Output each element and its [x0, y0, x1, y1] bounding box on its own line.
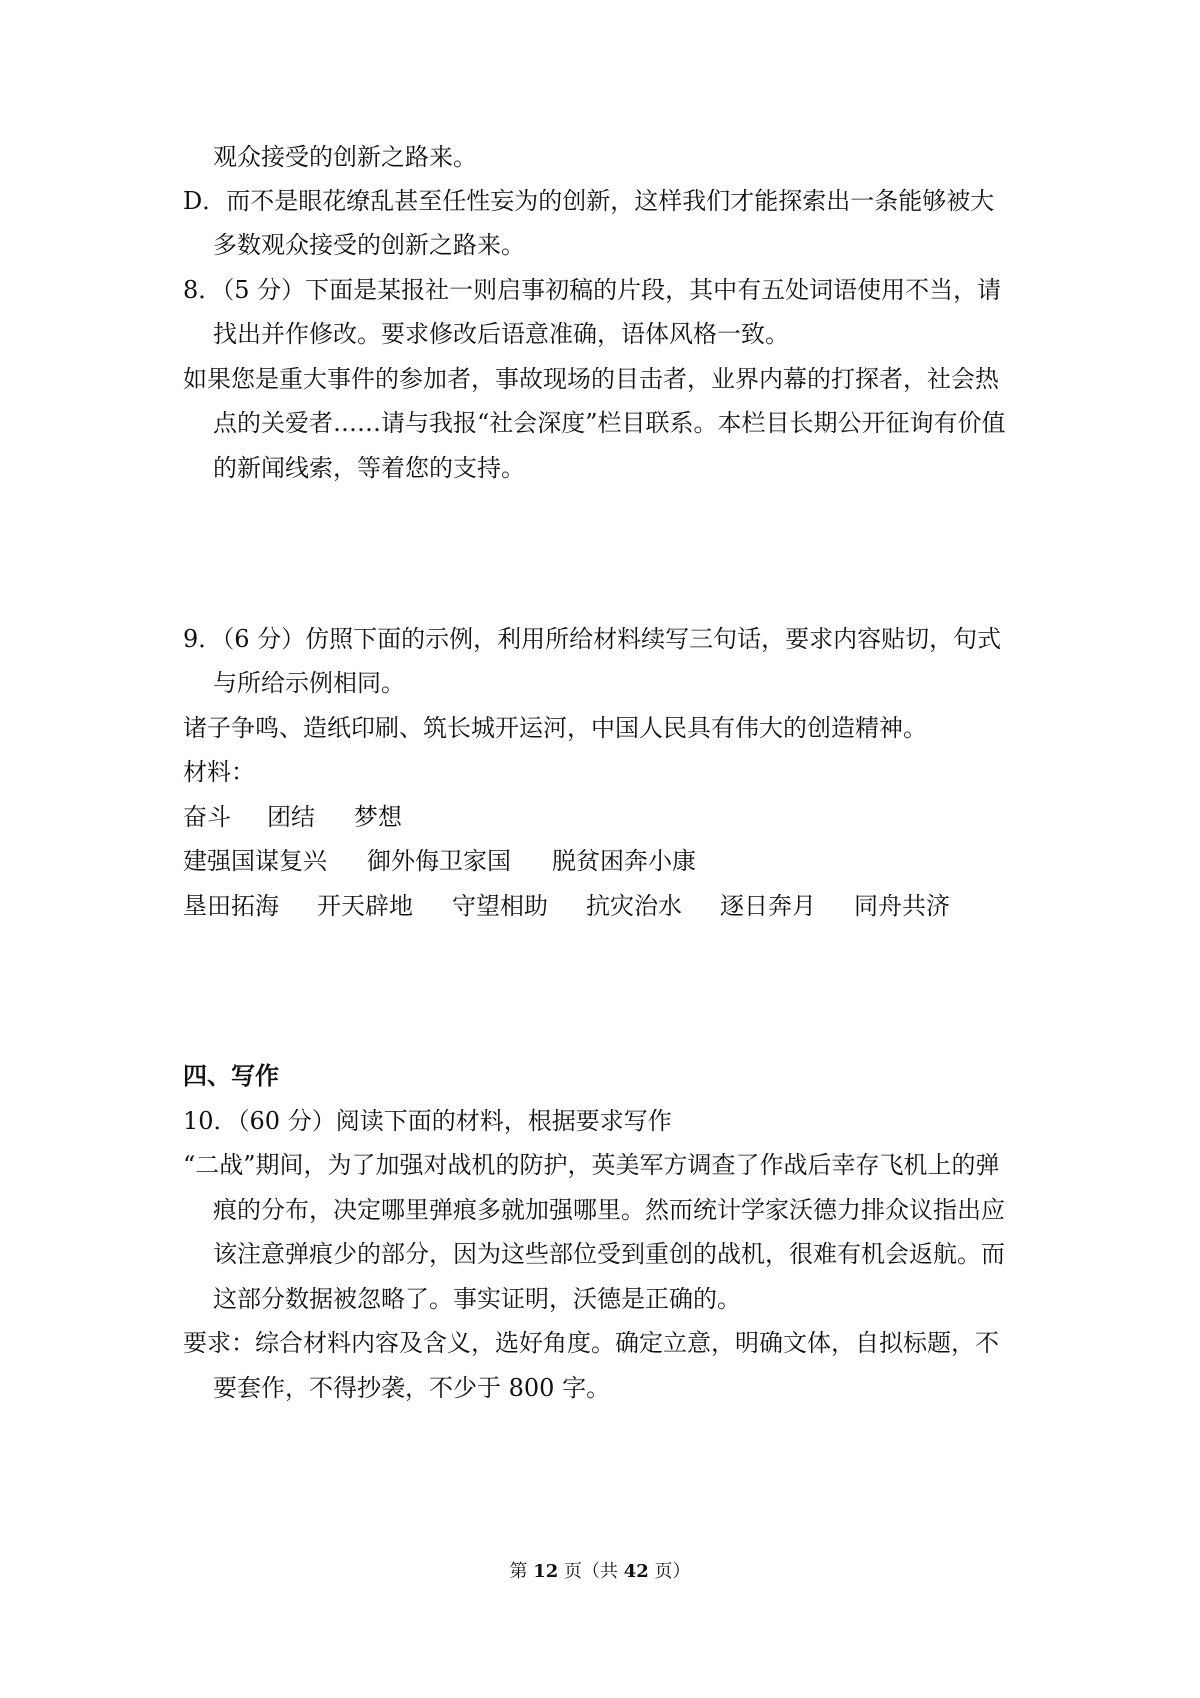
- material-word: 梦想: [354, 803, 402, 831]
- footer-prefix: 第: [509, 1561, 528, 1582]
- q9-material-row3: [183, 891, 983, 921]
- q8-stem-line1: 8．（5 分）下面是某报社一则启事初稿的片段，其中有五处词语使用不当，请: [183, 276, 1002, 304]
- material-word: 奋斗: [183, 803, 231, 831]
- current-page-number: 12: [533, 1561, 559, 1582]
- q10-passage-line1: “二战”期间，为了加强对战机的防护，英美军方调查了作战后幸存飞机上的弹: [183, 1151, 1000, 1179]
- q10-stem: 10．（60 分）阅读下面的材料，根据要求写作: [183, 1107, 672, 1135]
- q9-stem-line2: 与所给示例相同。: [213, 669, 405, 697]
- material-phrase: 抗灾治水: [586, 892, 682, 920]
- material-phrase: 脱贫困奔小康: [552, 847, 696, 875]
- q9-stem-line1: 9．（6 分）仿照下面的示例，利用所给材料续写三句话，要求内容贴切，句式: [183, 625, 1002, 653]
- section-heading-writing: 四、写作: [183, 1062, 279, 1090]
- q10-passage-line3: 该注意弹痕少的部分，因为这些部位受到重创的战机，很难有机会返航。而: [213, 1240, 1005, 1268]
- page-number-footer: [0, 1560, 1200, 1584]
- q8-stem-line2: 找出并作修改。要求修改后语意准确，语体风格一致。: [213, 320, 789, 348]
- q10-requirement-line1: 要求：综合材料内容及含义，选好角度。确定立意，明确文体，自拟标题，不: [183, 1329, 999, 1357]
- footer-suffix: 页）: [654, 1561, 691, 1582]
- material-phrase: 建强国谋复兴: [183, 847, 327, 875]
- q10-requirement-line2: 要套作，不得抄袭，不少于 800 字。: [213, 1374, 611, 1402]
- q8-passage-line3: 的新闻线索，等着您的支持。: [213, 454, 525, 482]
- material-phrase: 垦田拓海: [183, 892, 279, 920]
- material-phrase: 御外侮卫家国: [367, 847, 511, 875]
- material-word: 团结: [267, 803, 315, 831]
- material-phrase: 开天辟地: [317, 892, 413, 920]
- total-page-count: 42: [623, 1561, 649, 1582]
- q8-passage-line2: 点的关爱者……请与我报“社会深度”栏目联系。本栏目长期公开征询有价值: [213, 409, 1006, 437]
- q9-example: 诸子争鸣、造纸印刷、筑长城开运河，中国人民具有伟大的创造精神。: [183, 714, 927, 742]
- q9-material-label: 材料：: [183, 758, 255, 786]
- q7-option-d-line2: 多数观众接受的创新之路来。: [213, 231, 525, 259]
- q9-material-row2: [183, 846, 883, 876]
- q8-passage-line1: 如果您是重大事件的参加者，事故现场的目击者，业界内幕的打探者，社会热: [183, 365, 999, 393]
- material-phrase: 逐日奔月: [720, 892, 816, 920]
- material-phrase: 守望相助: [452, 892, 548, 920]
- material-phrase: 同舟共济: [854, 892, 950, 920]
- q7-option-d-line1: D．而不是眼花缭乱甚至任性妄为的创新，这样我们才能探索出一条能够被大: [183, 187, 995, 215]
- q10-passage-line2: 痕的分布，决定哪里弹痕多就加强哪里。然而统计学家沃德力排众议指出应: [213, 1196, 1005, 1224]
- footer-middle: 页（共: [564, 1561, 618, 1582]
- q10-passage-line4: 这部分数据被忽略了。事实证明，沃德是正确的。: [213, 1285, 741, 1313]
- q9-material-row1: [183, 802, 583, 832]
- q7-option-c-continuation: 观众接受的创新之路来。: [213, 143, 477, 171]
